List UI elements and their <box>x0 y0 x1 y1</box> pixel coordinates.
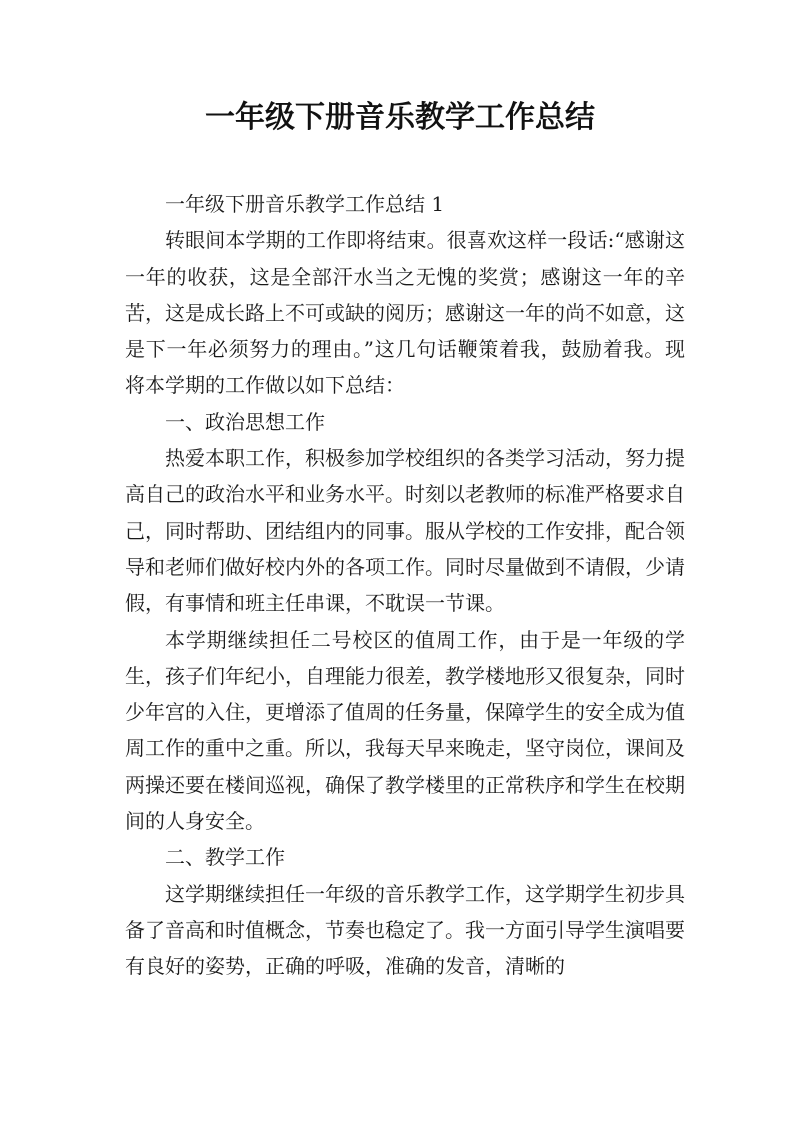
paragraph-teaching-work: 这学期继续担任一年级的音乐教学工作，这学期学生初步具备了音高和时值概念，节奏也稳定了。我一方面引导学生演唱要有良好的姿势，正确的呼吸，准确的发音，清晰的 <box>125 881 685 979</box>
document-body <box>125 186 685 985</box>
section-title: 一年级下册音乐教学工作总结 1 <box>165 192 445 216</box>
heading-teaching-work: 二、教学工作 <box>165 845 285 870</box>
heading-political-work: 一、政治思想工作 <box>165 409 325 434</box>
paragraph-political-work: 热爱本职工作，积极参加学校组织的各类学习活动，努力提高自己的政治水平和业务水平。时刻以老教师的标准严格要求自己，同时帮助、团结组内的同事。服从学校的工作安排，配合领导和老师们做好校内外的各项工作。同时尽量做到不请假，少请假，有事情和班主任串课，不耽误一节课。 <box>125 446 685 616</box>
paragraph-duty-week: 本学期继续担任二号校区的值周工作，由于是一年级的学生，孩子们年纪小，自理能力很差，教学楼地形又很复杂，同时少年宫的入住，更增添了值周的任务量，保障学生的安全成为值周工作的重中之重。所以，我每天早来晚走，坚守岗位，课间及两操还要在楼间巡视，确保了教学楼里的正常秩序和学生在校期间的人身安全。 <box>125 627 685 834</box>
paragraph-intro: 转眼间本学期的工作即将结束。很喜欢这样一段话:“感谢这一年的收获，这是全部汗水当之无愧的奖赏；感谢这一年的辛苦，这是成长路上不可或缺的阅历；感谢这一年的尚不如意，这是下一年必须努力的理由。”这几句话鞭策着我，鼓励着我。现将本学期的工作做以如下总结： <box>125 228 685 398</box>
document-title: 一年级下册音乐教学工作总结 <box>205 100 595 135</box>
